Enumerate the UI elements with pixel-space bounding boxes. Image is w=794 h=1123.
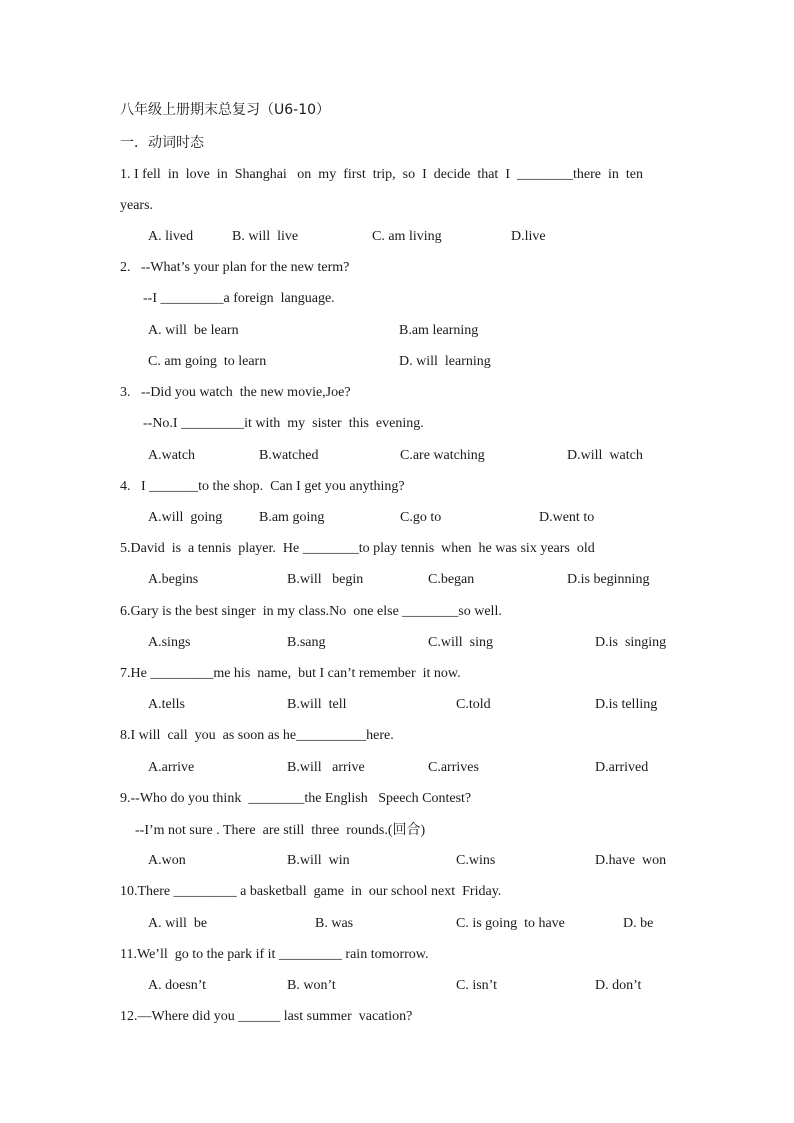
q7-option-a: A.tells [148,697,185,712]
q3-option-a: A.watch [148,448,196,463]
q4-option-a: A.will going [148,510,223,525]
q10-option-d: D. be [623,916,654,931]
q2-option-c: C. am going to learn [148,354,267,369]
q11-option-d: D. don’t [595,978,642,993]
q8-option-c: C.arrives [428,760,479,775]
q1-option-d: D.live [511,229,546,244]
q11-option-b: B. won’t [287,978,336,993]
question-5-stem: 5.David is a tennis player. He ________to play tennis when he was six years old [120,541,595,556]
q8-option-a: A.arrive [148,760,195,775]
q4-option-b: B.am going [259,510,325,525]
q11-option-c: C. isn’t [456,978,497,993]
question-9-close-paren: ) [420,823,426,838]
q11-option-a: A. doesn’t [148,978,207,993]
q2-option-b: B.am learning [399,323,479,338]
q10-option-c: C. is going to have [456,916,565,931]
q3-option-b: B.watched [259,448,319,463]
section-heading: 一．动词时态 [120,135,204,151]
q7-option-d: D.is telling [595,697,658,712]
question-1-stem-cont: years. [120,198,154,213]
q10-option-b: B. was [315,916,354,931]
question-9-reply: --I’m not sure . There are still three rounds.( [135,823,393,838]
q6-option-b: B.sang [287,635,326,650]
question-4-stem: 4. I _______to the shop. Can I get you anything? [120,479,405,494]
question-1-stem: 1. I fell in love in Shanghai on my first trip, so I decide that I ________there in ten [120,167,643,182]
q4-option-c: C.go to [400,510,442,525]
question-10-stem: 10.There _________ a basketball game in our school next Friday. [120,884,502,899]
q1-option-a: A. lived [148,229,194,244]
q2-option-d: D. will learning [399,354,491,369]
q5-option-b: B.will begin [287,572,364,587]
question-7-stem: 7.He _________me his name, but I can’t remember it now. [120,666,461,681]
q5-option-d: D.is beginning [567,572,650,587]
question-12-stem: 12.—Where did you ______ last summer vacation? [120,1009,413,1024]
q7-option-b: B.will tell [287,697,347,712]
q8-option-d: D.arrived [595,760,649,775]
question-3-stem: 3. --Did you watch the new movie,Joe? [120,385,351,400]
question-9-gloss: 回合 [392,822,421,838]
question-2-stem-cont: --I _________a foreign language. [143,291,335,306]
question-8-stem: 8.I will call you as soon as he__________here. [120,728,394,743]
question-2-stem: 2. --What’s your plan for the new term? [120,260,350,275]
q9-option-c: C.wins [456,853,496,868]
page-title: 八年级上册期末总复习（U6-10） [120,102,331,118]
q3-option-d: D.will watch [567,448,643,463]
q9-option-d: D.have won [595,853,667,868]
question-11-stem: 11.We’ll go to the park if it _________ rain tomorrow. [120,947,429,962]
q2-option-a: A. will be learn [148,323,239,338]
q1-option-c: C. am living [372,229,442,244]
q9-option-a: A.won [148,853,186,868]
q1-option-b: B. will live [232,229,299,244]
q5-option-a: A.begins [148,572,199,587]
q3-option-c: C.are watching [400,448,485,463]
question-3-stem-cont: --No.I _________it with my sister this evening. [143,416,424,431]
q5-option-c: C.began [428,572,475,587]
q9-option-b: B.will win [287,853,350,868]
q8-option-b: B.will arrive [287,760,365,775]
q6-option-c: C.will sing [428,635,493,650]
question-9-stem-cont [135,821,425,840]
q6-option-d: D.is singing [595,635,667,650]
question-9-stem: 9.--Who do you think ________the English Speech Contest? [120,791,472,806]
question-6-stem: 6.Gary is the best singer in my class.No one else ________so well. [120,604,502,619]
q10-option-a: A. will be [148,916,208,931]
q4-option-d: D.went to [539,510,595,525]
q6-option-a: A.sings [148,635,191,650]
q7-option-c: C.told [456,697,491,712]
